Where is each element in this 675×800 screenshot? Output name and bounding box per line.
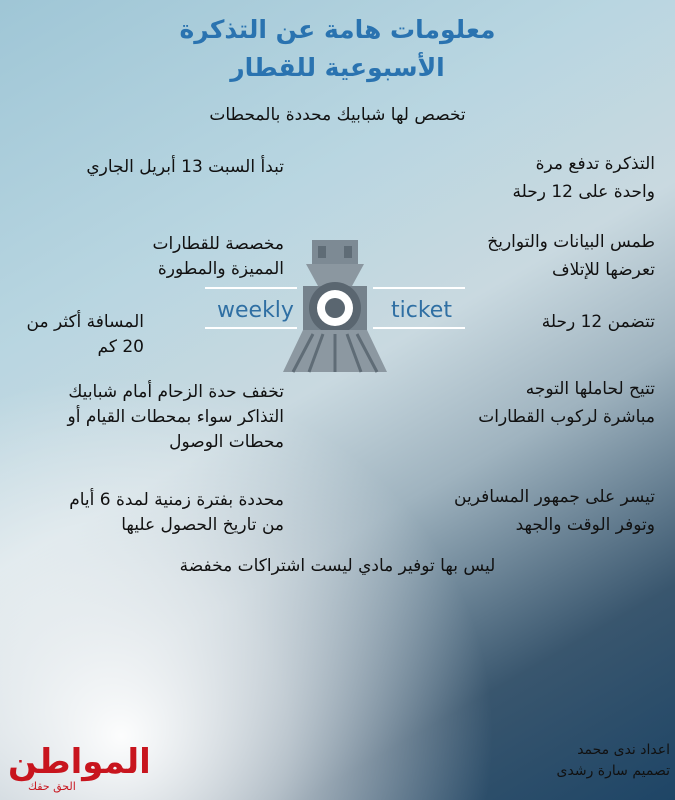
right-item-4-line-1: تتيح لحاملها التوجه — [525, 379, 655, 399]
graphic-left-word: weekly — [217, 298, 294, 323]
right-item-1-line-1: التذكرة تدفع مرة — [535, 154, 655, 174]
brand-tagline: الحق حقك — [28, 780, 76, 793]
left-item-3-line-2: 20 كم — [97, 337, 144, 357]
left-item-3 — [14, 310, 144, 360]
left-item-4-line-1: تخفف حدة الزحام أمام شبابيك — [68, 382, 284, 402]
left-item-5-line-2: من تاريخ الحصول عليها — [121, 515, 284, 535]
page-title-line-2: الأسبوعية للقطار — [230, 53, 445, 82]
left-item-4-line-3: محطات الوصول — [169, 432, 284, 452]
left-item-5 — [14, 488, 284, 538]
headline-text: تخصص لها شبابيك محددة بالمحطات — [209, 105, 466, 125]
right-item-3-line-1: تتضمن 12 رحلة — [541, 312, 655, 332]
right-item-1-line-2: واحدة على 12 رحلة — [512, 182, 655, 202]
right-item-2-line-1: طمس البيانات والتواريخ — [487, 232, 655, 252]
brand-logo — [8, 742, 168, 800]
left-item-4-line-2: التذاكر سواء بمحطات القيام أو — [67, 407, 284, 427]
footer-text: ليس بها توفير مادي ليست اشتراكات مخفضة — [179, 556, 496, 576]
right-item-2-line-2: تعرضها للإتلاف — [552, 260, 655, 280]
left-item-2-line-2: المميزة والمطورة — [157, 259, 284, 279]
train-graphic — [205, 236, 465, 386]
left-item-2-line-1: مخصصة للقطارات — [152, 234, 284, 254]
left-item-1 — [14, 155, 284, 180]
left-item-1-line-1: تبدأ السبت 13 أبريل الجاري — [86, 157, 284, 177]
credits-line-2: تصميم سارة رشدى — [556, 763, 670, 779]
page-title-line-1: معلومات هامة عن التذكرة — [179, 15, 496, 44]
right-item-5 — [425, 483, 655, 539]
credits-line-1: اعداد ندى محمد — [577, 742, 670, 758]
graphic-right-word: ticket — [391, 298, 452, 323]
right-item-5-line-1: تيسر على جمهور المسافرين — [454, 487, 655, 507]
right-item-4-line-2: مباشرة لركوب القطارات — [478, 407, 655, 427]
right-item-1 — [425, 150, 655, 206]
left-item-5-line-1: محددة بفترة زمنية لمدة 6 أيام — [69, 490, 284, 510]
left-item-3-line-1: المسافة أكثر من — [26, 312, 144, 332]
right-item-5-line-2: وتوفر الوقت والجهد — [515, 515, 655, 535]
left-item-4 — [14, 380, 284, 455]
brand-name: المواطن — [8, 742, 151, 782]
credits — [540, 740, 670, 782]
